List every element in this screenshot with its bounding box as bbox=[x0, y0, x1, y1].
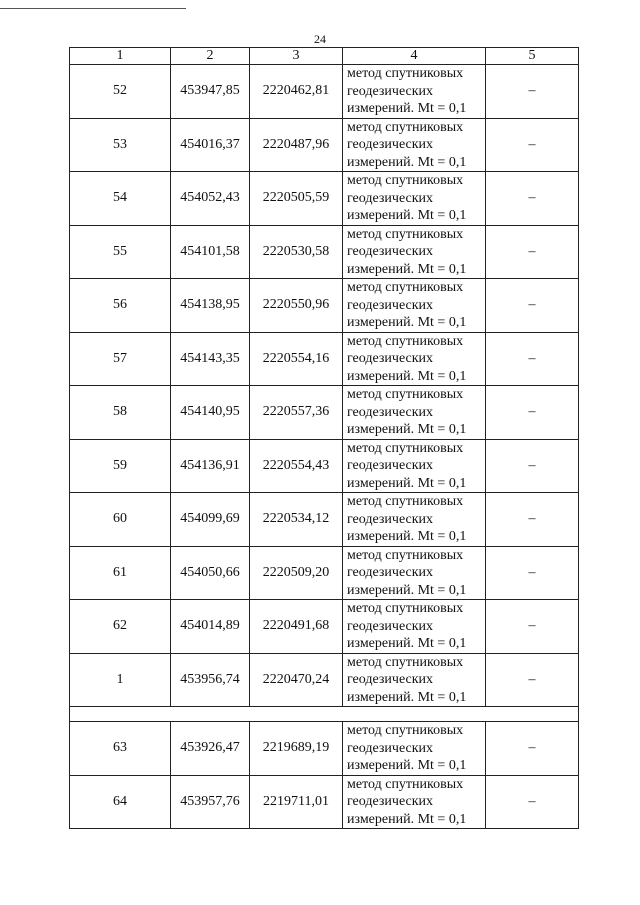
method-line: метод спутниковых bbox=[347, 601, 464, 616]
y-coordinate-cell: 2220505,59 bbox=[250, 172, 343, 226]
method-line: геодезических bbox=[347, 244, 434, 259]
method-line: метод спутниковых bbox=[347, 280, 464, 295]
method-line: измерений. Mt = 0,1 bbox=[347, 529, 467, 544]
method-line: метод спутниковых bbox=[347, 723, 464, 738]
table-row bbox=[70, 386, 579, 440]
note-cell bbox=[486, 332, 579, 386]
table-row bbox=[70, 279, 579, 333]
x-coordinate-cell: 454014,89 bbox=[171, 600, 250, 654]
method-cell bbox=[343, 600, 486, 654]
x-coordinate-cell: 454101,58 bbox=[171, 225, 250, 279]
method-line: геодезических bbox=[347, 458, 434, 473]
method-line: измерений. Mt = 0,1 bbox=[347, 368, 467, 384]
method-line: геодезических bbox=[347, 794, 434, 809]
method-line: измерений. Mt = 0,1 bbox=[347, 689, 467, 705]
method-line: метод спутниковых bbox=[347, 119, 464, 135]
note-cell bbox=[486, 386, 579, 440]
note-cell bbox=[486, 65, 579, 119]
note-dash: – bbox=[528, 618, 536, 634]
y-coordinate-cell: 2220491,68 bbox=[250, 600, 343, 654]
group-separator-row bbox=[70, 707, 579, 722]
x-coordinate-cell: 454143,35 bbox=[171, 332, 250, 386]
method-line: геодезических bbox=[347, 672, 434, 687]
method-line: геодезических bbox=[347, 740, 434, 756]
x-coordinate-cell: 454050,66 bbox=[171, 546, 250, 600]
note-dash: – bbox=[528, 564, 536, 580]
method-line: метод спутниковых bbox=[347, 440, 464, 456]
method-line: геодезических bbox=[347, 511, 434, 527]
method-cell bbox=[343, 279, 486, 333]
method-line: измерений. Mt = 0,1 bbox=[347, 811, 467, 827]
page-number: 24 bbox=[314, 32, 326, 46]
method-line: измерений. Mt = 0,1 bbox=[347, 315, 467, 330]
table-row bbox=[70, 172, 579, 226]
point-number-cell: 64 bbox=[70, 775, 171, 829]
point-number-cell: 61 bbox=[70, 546, 171, 600]
note-dash: – bbox=[528, 297, 536, 313]
note-dash: – bbox=[528, 404, 536, 420]
point-number-cell: 63 bbox=[70, 722, 171, 776]
method-line: измерений. Mt = 0,1 bbox=[347, 636, 467, 651]
point-number-cell: 54 bbox=[70, 172, 171, 226]
method-line: измерений. Mt = 0,1 bbox=[347, 208, 467, 223]
y-coordinate-cell: 2219689,19 bbox=[250, 722, 343, 776]
method-cell bbox=[343, 653, 486, 707]
point-number-cell: 59 bbox=[70, 439, 171, 493]
method-cell bbox=[343, 722, 486, 776]
point-number-cell: 58 bbox=[70, 386, 171, 440]
method-line: измерений. Mt = 0,1 bbox=[347, 758, 467, 773]
method-line: измерений. Mt = 0,1 bbox=[347, 475, 467, 491]
method-line: метод спутниковых bbox=[347, 776, 464, 792]
method-line: измерений. Mt = 0,1 bbox=[347, 261, 467, 277]
note-dash: – bbox=[528, 350, 536, 366]
note-dash: – bbox=[528, 511, 536, 527]
note-cell bbox=[486, 775, 579, 829]
method-line: метод спутниковых bbox=[347, 387, 464, 402]
method-line: метод спутниковых bbox=[347, 66, 464, 81]
y-coordinate-cell: 2220554,43 bbox=[250, 439, 343, 493]
note-dash: – bbox=[528, 457, 536, 473]
method-line: геодезических bbox=[347, 618, 434, 634]
method-line: измерений. Mt = 0,1 bbox=[347, 582, 467, 598]
method-line: геодезических bbox=[347, 137, 434, 152]
table-row bbox=[70, 65, 579, 119]
table-row bbox=[70, 600, 579, 654]
table-row bbox=[70, 439, 579, 493]
point-number-cell: 52 bbox=[70, 65, 171, 119]
method-line: геодезических bbox=[347, 190, 434, 206]
note-dash: – bbox=[528, 190, 536, 206]
x-coordinate-cell: 454016,37 bbox=[171, 118, 250, 172]
point-number-cell: 57 bbox=[70, 332, 171, 386]
note-cell bbox=[486, 546, 579, 600]
y-coordinate-cell: 2220530,58 bbox=[250, 225, 343, 279]
method-line: метод спутниковых bbox=[347, 173, 464, 188]
x-coordinate-cell: 453947,85 bbox=[171, 65, 250, 119]
group-separator-cell bbox=[70, 707, 579, 722]
note-cell bbox=[486, 118, 579, 172]
method-line: измерений. Mt = 0,1 bbox=[347, 154, 467, 170]
note-dash: – bbox=[528, 671, 536, 687]
method-line: метод спутниковых bbox=[347, 654, 464, 670]
y-coordinate-cell: 2220550,96 bbox=[250, 279, 343, 333]
method-cell bbox=[343, 386, 486, 440]
x-coordinate-cell: 453957,76 bbox=[171, 775, 250, 829]
table-row bbox=[70, 546, 579, 600]
method-cell bbox=[343, 118, 486, 172]
note-cell bbox=[486, 172, 579, 226]
method-cell bbox=[343, 332, 486, 386]
y-coordinate-cell: 2220470,24 bbox=[250, 653, 343, 707]
note-dash: – bbox=[528, 793, 536, 809]
note-cell bbox=[486, 600, 579, 654]
method-line: геодезических bbox=[347, 351, 434, 366]
method-cell bbox=[343, 172, 486, 226]
note-dash: – bbox=[528, 83, 536, 99]
note-cell bbox=[486, 493, 579, 547]
note-cell bbox=[486, 439, 579, 493]
y-coordinate-cell: 2220534,12 bbox=[250, 493, 343, 547]
x-coordinate-cell: 454052,43 bbox=[171, 172, 250, 226]
method-line: геодезических bbox=[347, 404, 434, 420]
method-cell bbox=[343, 439, 486, 493]
column-header-1: 1 bbox=[70, 48, 171, 65]
coordinates-table bbox=[69, 47, 579, 829]
column-header-3: 3 bbox=[250, 48, 343, 65]
column-header-4: 4 bbox=[343, 48, 486, 65]
y-coordinate-cell: 2220554,16 bbox=[250, 332, 343, 386]
note-cell bbox=[486, 279, 579, 333]
y-coordinate-cell: 2220509,20 bbox=[250, 546, 343, 600]
x-coordinate-cell: 454136,91 bbox=[171, 439, 250, 493]
table-row bbox=[70, 722, 579, 776]
method-cell bbox=[343, 546, 486, 600]
column-header-2: 2 bbox=[171, 48, 250, 65]
point-number-cell: 60 bbox=[70, 493, 171, 547]
method-line: метод спутниковых bbox=[347, 494, 464, 509]
point-number-cell: 56 bbox=[70, 279, 171, 333]
method-line: метод спутниковых bbox=[347, 333, 464, 349]
header-rule bbox=[0, 8, 186, 9]
point-number-cell: 62 bbox=[70, 600, 171, 654]
y-coordinate-cell: 2220487,96 bbox=[250, 118, 343, 172]
note-cell bbox=[486, 653, 579, 707]
column-header-5: 5 bbox=[486, 48, 579, 65]
x-coordinate-cell: 454140,95 bbox=[171, 386, 250, 440]
table-row bbox=[70, 332, 579, 386]
note-dash: – bbox=[528, 243, 536, 259]
table-row bbox=[70, 493, 579, 547]
x-coordinate-cell: 454099,69 bbox=[171, 493, 250, 547]
x-coordinate-cell: 453926,47 bbox=[171, 722, 250, 776]
method-line: метод спутниковых bbox=[347, 547, 464, 563]
y-coordinate-cell: 2219711,01 bbox=[250, 775, 343, 829]
point-number-cell: 55 bbox=[70, 225, 171, 279]
method-line: метод спутниковых bbox=[347, 226, 464, 242]
method-line: геодезических bbox=[347, 297, 434, 313]
y-coordinate-cell: 2220462,81 bbox=[250, 65, 343, 119]
x-coordinate-cell: 453956,74 bbox=[171, 653, 250, 707]
method-cell bbox=[343, 65, 486, 119]
note-dash: – bbox=[528, 136, 536, 152]
method-line: геодезических bbox=[347, 83, 434, 99]
y-coordinate-cell: 2220557,36 bbox=[250, 386, 343, 440]
table-row bbox=[70, 118, 579, 172]
table-header-row bbox=[70, 48, 579, 65]
x-coordinate-cell: 454138,95 bbox=[171, 279, 250, 333]
method-cell bbox=[343, 225, 486, 279]
note-cell bbox=[486, 225, 579, 279]
method-line: измерений. Mt = 0,1 bbox=[347, 101, 467, 116]
method-cell bbox=[343, 775, 486, 829]
point-number-cell: 1 bbox=[70, 653, 171, 707]
note-dash: – bbox=[528, 740, 536, 756]
table-row bbox=[70, 775, 579, 829]
method-line: измерений. Mt = 0,1 bbox=[347, 422, 467, 437]
table-body bbox=[70, 48, 579, 829]
table-row bbox=[70, 653, 579, 707]
note-cell bbox=[486, 722, 579, 776]
method-line: геодезических bbox=[347, 565, 434, 580]
point-number-cell: 53 bbox=[70, 118, 171, 172]
table-row bbox=[70, 225, 579, 279]
method-cell bbox=[343, 493, 486, 547]
